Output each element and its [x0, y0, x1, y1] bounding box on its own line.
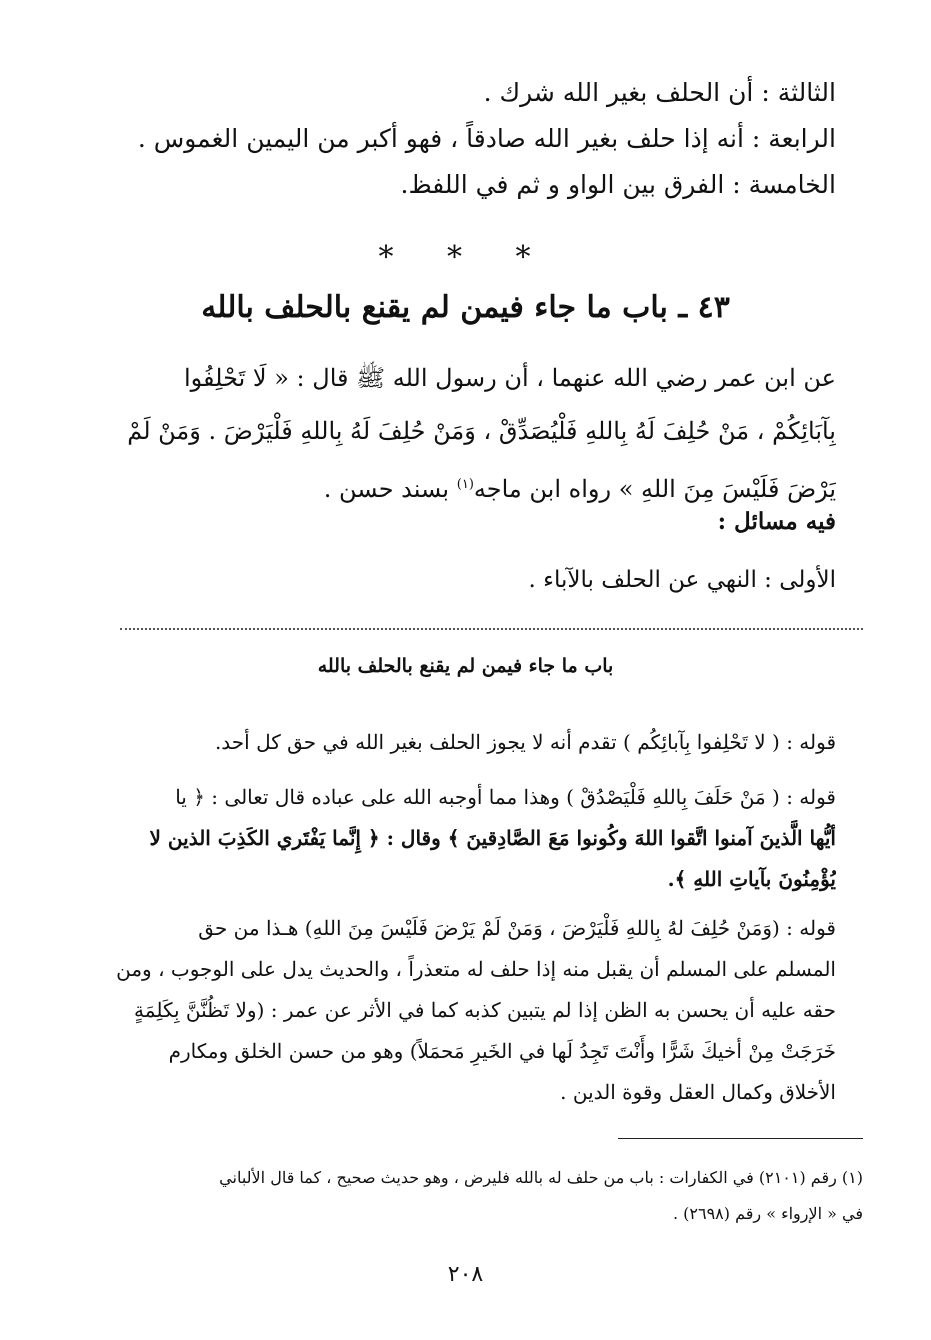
commentary-line: قوله : ( مَنْ حَلَفَ بِاللهِ فَلْيَصْدُقْ ) وهذا مما أوجبه الله على عباده قال تعالى : ﴿ يا	[175, 785, 836, 809]
commentary-3	[70, 908, 836, 1113]
section-separator: * * *	[378, 240, 553, 275]
issue-third: الثالثة : أن الحلف بغير الله شرك .	[483, 78, 836, 107]
issues-list-continued	[60, 70, 836, 208]
issues-heading: فيه مسائل :	[717, 508, 836, 535]
commentary-line: أيُّها الَّذينَ آمنوا اتَّقوا اللهَ وكُونوا مَعَ الصَّادِقينَ ﴾ وقال : ﴿ إِنَّما يَفْتَري الكَذِبَ الذين لا	[149, 826, 836, 850]
footnote-line: (١) رقم (٢١٠١) في الكفارات : باب من حلف له بالله فليرض ، وهو حديث صحيح ، كما قال الألباني	[219, 1168, 863, 1187]
commentary-line: قوله : (وَمَنْ حُلِفَ لهُ بِاللهِ فَلْيَرْضَ ، وَمَنْ لَمْ يَرْضَ فَلَيْسَ مِنَ اللهِ) هـذا من حق	[198, 916, 836, 940]
hadith-line: بِآبَائِكُمْ ، مَنْ حُلِفَ لَهُ بِاللهِ فَلْيُصَدِّقْ ، وَمَنْ حُلِفَ لَهُ بِاللهِ فَلْيَرْضَ . وَمَنْ لَمْ	[127, 417, 836, 445]
hadith-line-text: بسند حسن .	[323, 475, 457, 503]
dotted-divider	[120, 628, 863, 630]
commentary-1	[70, 722, 836, 763]
footnote-line: في « الإرواء » رقم (٢٦٩٨) .	[672, 1204, 863, 1223]
issue-fourth: الرابعة : أنه إذا حلف بغير الله صادقاً ، فهو أكبر من اليمين الغموس .	[137, 124, 836, 153]
page-number: ٢٠٨	[447, 1262, 484, 1287]
footnote-rule	[618, 1138, 863, 1139]
commentary-line: خَرَجَتْ مِنْ أخيكَ شَرًّا وأَنْتَ تَجِدُ لَها في الخَيرِ مَحمَلاً) وهو من حسن الخلق ومكارم	[168, 1039, 836, 1063]
issue-first: الأولى : النهي عن الحلف بالآباء .	[528, 567, 836, 593]
hadith-line-text: يَرْضَ فَلَيْسَ مِنَ اللهِ » رواه ابن ماجه	[473, 475, 836, 503]
commentary-line: يُؤْمِنُونَ بآياتِ اللهِ ﴾.	[667, 867, 836, 891]
commentary-line: قوله : ( لا تَحْلِفوا بِآبائِكُم ) تقدم أنه لا يجوز الحلف بغير الله في حق كل أحد.	[214, 730, 836, 754]
commentary-title: باب ما جاء فيمن لم يقنع بالحلف بالله	[317, 655, 614, 677]
commentary-line: الأخلاق وكمال العقل وقوة الدين .	[560, 1080, 836, 1104]
footnote	[70, 1160, 863, 1232]
commentary-line: المسلم على المسلم أن يقبل منه إذا حلف له متعذراً ، والحديث يدل على الوجوب ، ومن	[116, 957, 836, 981]
chapter-title: ٤٣ ـ باب ما جاء فيمن لم يقنع بالحلف بالله	[201, 290, 730, 325]
issue-fifth: الخامسة : الفرق بين الواو و ثم في اللفظ.	[400, 170, 836, 199]
hadith-text	[60, 352, 836, 516]
footnote-reference: (١)	[456, 477, 474, 492]
commentary-line: حقه عليه أن يحسن به الظن إذا لم يتبين كذبه كما في الأثر عن عمر : (ولا تَظُنَّنَّ بِكَلِمَةٍ	[134, 998, 836, 1022]
commentary-2	[70, 777, 836, 900]
hadith-line: عن ابن عمر رضي الله عنهما ، أن رسول الله ﷺ قال : « لَا تَحْلِفُوا	[183, 364, 836, 392]
